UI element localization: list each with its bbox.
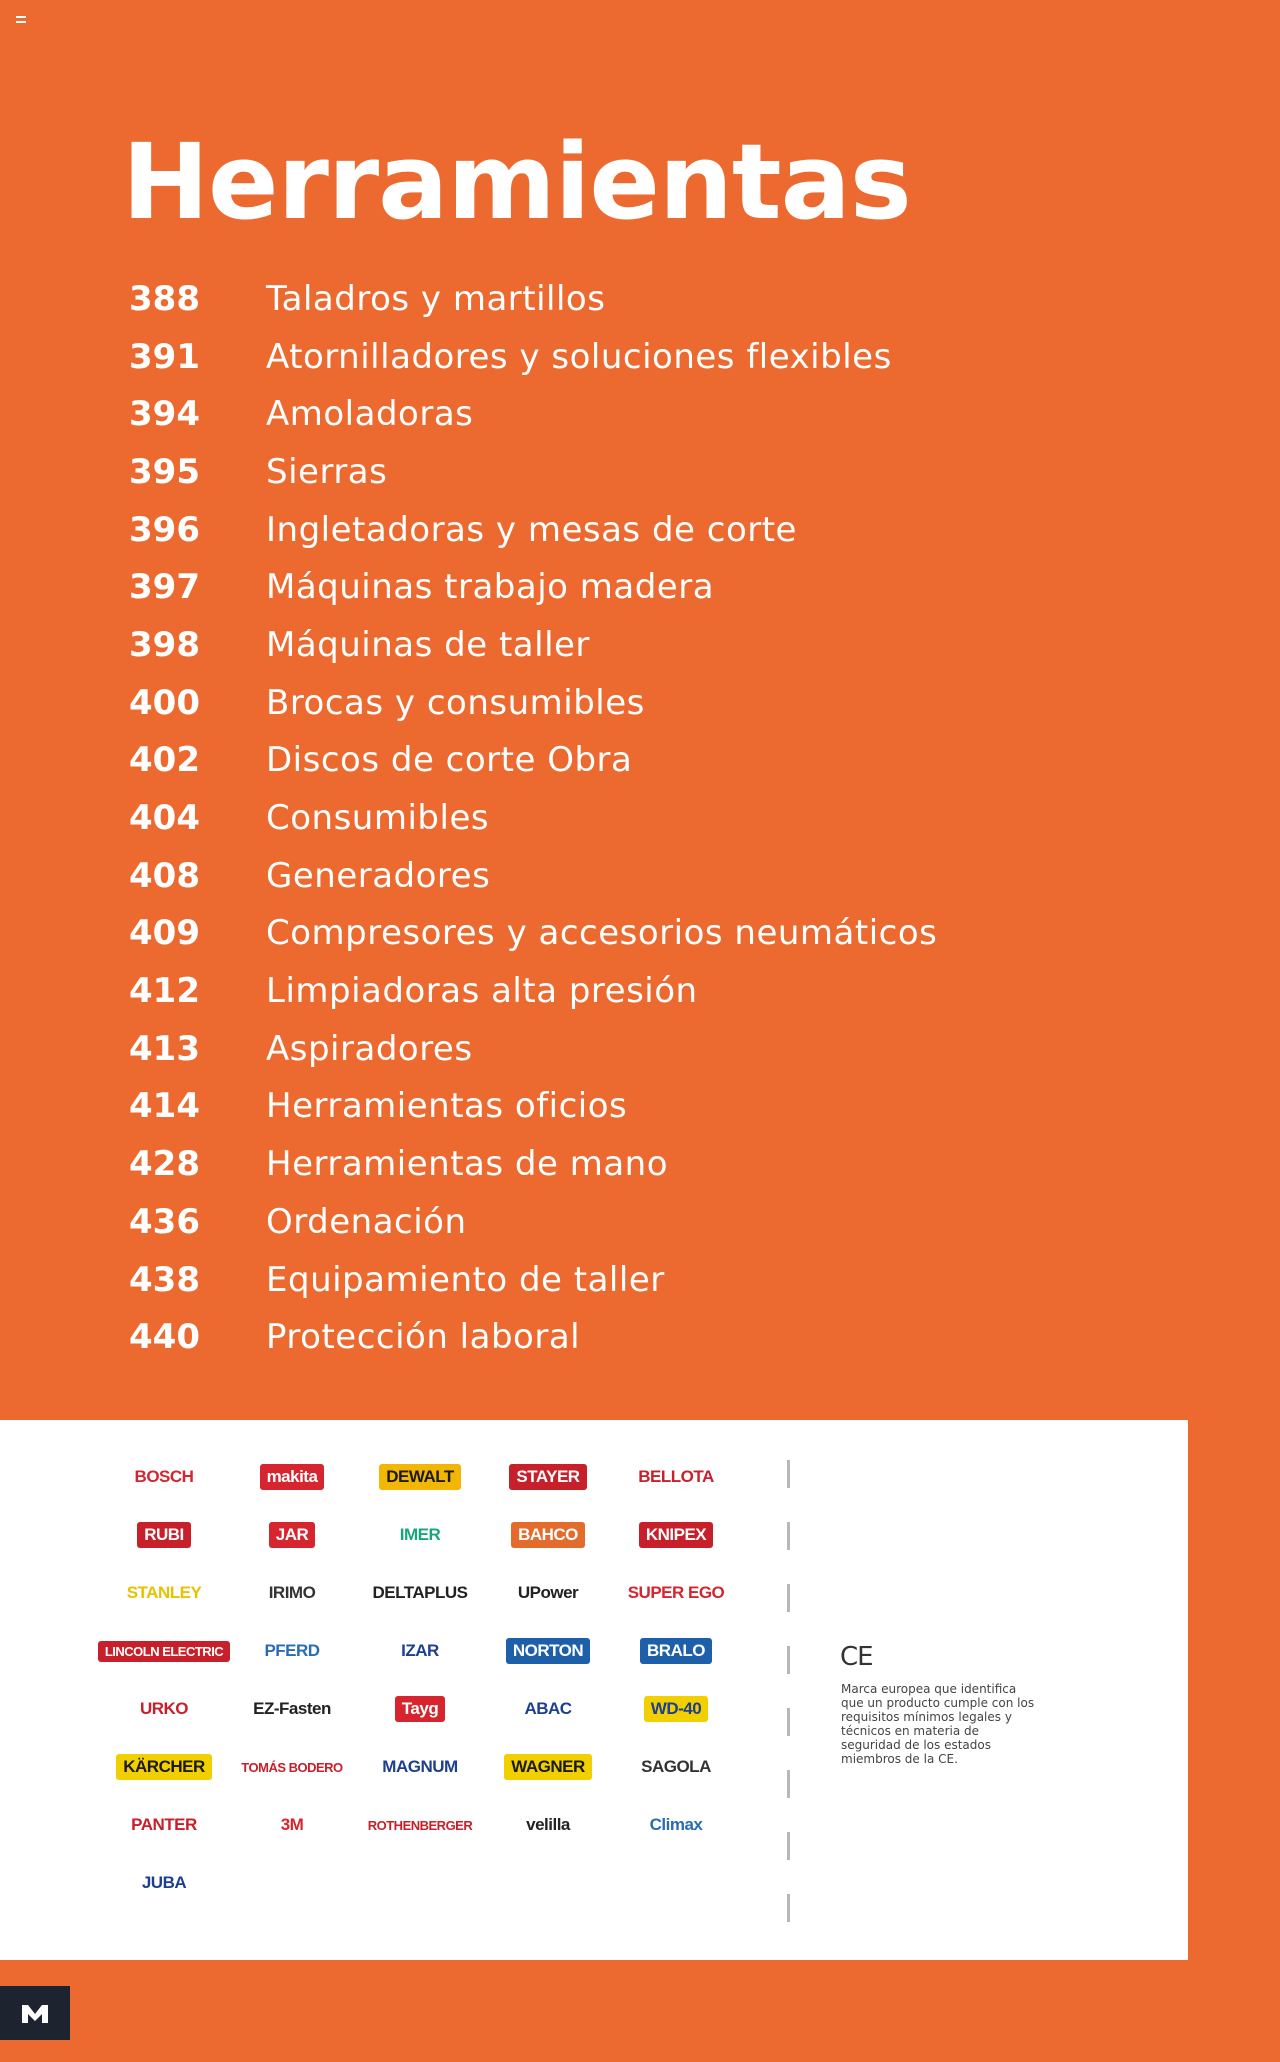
- brand-logo-text: KÄRCHER: [116, 1754, 212, 1780]
- brand-logo: [228, 1506, 356, 1564]
- brand-logo: [228, 1796, 356, 1854]
- brand-logo-text: STAYER: [509, 1464, 586, 1490]
- brand-logo-text: DEWALT: [379, 1464, 461, 1490]
- toc-title: Limpiadoras alta presión: [266, 971, 698, 1012]
- brand-logo: [100, 1564, 228, 1622]
- divider: [787, 1770, 790, 1798]
- toc-title: Brocas y consumibles: [266, 682, 645, 723]
- brand-logo: [484, 1738, 612, 1796]
- toc-page-number: 413: [129, 1028, 200, 1069]
- brand-logo: [612, 1796, 740, 1854]
- toc-row[interactable]: [120, 905, 1020, 963]
- brand-logo-grid: [100, 1448, 740, 1912]
- brand-logo-text: JUBA: [141, 1873, 187, 1892]
- brand-logo-text: PANTER: [131, 1815, 197, 1834]
- brand-logo-text: makita: [260, 1464, 325, 1490]
- brand-logo: [356, 1448, 484, 1506]
- divider: [787, 1708, 790, 1736]
- brand-logo: [228, 1448, 356, 1506]
- brand-logo: [100, 1448, 228, 1506]
- ce-mark-icon: CE: [840, 1642, 873, 1672]
- brand-badge-logo[interactable]: [0, 1986, 70, 2040]
- toc-row[interactable]: [120, 616, 1020, 674]
- toc-page-number: 414: [129, 1086, 200, 1127]
- toc-title: Sierras: [266, 451, 388, 492]
- toc-title: Herramientas de mano: [266, 1144, 669, 1185]
- brand-logo: [356, 1564, 484, 1622]
- toc-page-number: 428: [129, 1144, 200, 1185]
- ce-description: Marca europea que identifica que un producto cumple con los requisitos mínimos legales y técnicos en materia de seguridad de los estados miembros de la CE.: [841, 1682, 1035, 1766]
- brand-logo: [100, 1738, 228, 1796]
- toc-title: Generadores: [266, 855, 491, 896]
- brand-logo-text: BRALO: [640, 1638, 712, 1664]
- toc-title: Atornilladores y soluciones flexibles: [266, 336, 892, 377]
- brand-logo: [356, 1622, 484, 1680]
- toc-page-number: 412: [129, 971, 200, 1012]
- toc-row[interactable]: [120, 962, 1020, 1020]
- brand-logo-text: WAGNER: [504, 1754, 592, 1780]
- brand-logo: [484, 1564, 612, 1622]
- toc-page-number: 395: [129, 451, 200, 492]
- toc-title: Consumibles: [266, 798, 490, 839]
- brand-logo-text: velilla: [526, 1815, 570, 1834]
- toc-row[interactable]: [120, 558, 1020, 616]
- brand-logo: [228, 1564, 356, 1622]
- toc-page-number: 402: [129, 740, 200, 781]
- toc-row[interactable]: [120, 847, 1020, 905]
- toc-row[interactable]: [120, 1308, 1020, 1366]
- toc-row[interactable]: [120, 1135, 1020, 1193]
- toc-row[interactable]: [120, 328, 1020, 386]
- brand-logo-text: EZ-Fasten: [253, 1699, 331, 1718]
- brand-logo-text: BELLOTA: [638, 1467, 714, 1486]
- divider: [787, 1584, 790, 1612]
- brand-logo: [100, 1622, 228, 1680]
- brand-logo: [100, 1680, 228, 1738]
- brand-logo-text: Tayg: [395, 1696, 445, 1722]
- menu-icon[interactable]: [16, 16, 30, 26]
- brand-logo: [100, 1854, 228, 1912]
- brand-logo: [612, 1506, 740, 1564]
- brand-logo-text: LINCOLN ELECTRIC: [98, 1641, 230, 1662]
- divider: [787, 1832, 790, 1860]
- table-of-contents: [120, 270, 1020, 1366]
- brand-logo: [100, 1796, 228, 1854]
- divider: [787, 1646, 790, 1674]
- brand-logo: [100, 1506, 228, 1564]
- toc-title: Compresores y accesorios neumáticos: [266, 913, 938, 954]
- brand-logo: [612, 1680, 740, 1738]
- toc-row[interactable]: [120, 1193, 1020, 1251]
- brand-logo: [612, 1738, 740, 1796]
- brand-logo: [356, 1738, 484, 1796]
- toc-page-number: 396: [129, 509, 200, 550]
- brand-logo-text: ROTHENBERGER: [367, 1817, 473, 1833]
- toc-title: Herramientas oficios: [266, 1086, 628, 1127]
- brand-logo-text: ABAC: [524, 1699, 572, 1718]
- brand-logo-text: PFERD: [264, 1641, 320, 1660]
- toc-title: Discos de corte Obra: [266, 740, 633, 781]
- divider: [787, 1522, 790, 1550]
- brand-logo: [356, 1796, 484, 1854]
- toc-title: Ordenación: [266, 1201, 467, 1242]
- toc-title: Ingletadoras y mesas de corte: [266, 509, 797, 550]
- divider: [787, 1894, 790, 1922]
- brands-panel: [0, 1420, 1188, 1960]
- toc-page-number: 400: [129, 682, 200, 723]
- brand-logo-text: IRIMO: [268, 1583, 316, 1602]
- toc-page-number: 409: [129, 913, 200, 954]
- toc-title: Taladros y martillos: [266, 278, 606, 319]
- brand-logo-text: Climax: [649, 1815, 703, 1834]
- toc-row[interactable]: [120, 789, 1020, 847]
- brand-logo-text: URKO: [139, 1699, 189, 1718]
- brand-logo: [612, 1564, 740, 1622]
- toc-row[interactable]: [120, 1020, 1020, 1078]
- m-logo-icon: [20, 2001, 50, 2025]
- toc-page-number: 388: [129, 278, 200, 319]
- brand-logo-text: KNIPEX: [639, 1522, 713, 1548]
- brand-logo-text: 3M: [280, 1815, 304, 1834]
- brand-logo: [484, 1680, 612, 1738]
- toc-row[interactable]: [120, 732, 1020, 790]
- page-title: Herramientas: [122, 121, 911, 243]
- brand-logo: [484, 1622, 612, 1680]
- toc-row[interactable]: [120, 501, 1020, 559]
- brand-logo-text: WD-40: [644, 1696, 708, 1722]
- brand-logo-text: UPower: [517, 1583, 579, 1602]
- brand-logo: [612, 1622, 740, 1680]
- toc-page-number: 391: [129, 336, 200, 377]
- toc-page-number: 397: [129, 567, 200, 608]
- toc-title: Protección laboral: [266, 1317, 581, 1358]
- toc-title: Máquinas de taller: [266, 624, 590, 665]
- brand-logo: [484, 1506, 612, 1564]
- toc-row[interactable]: [120, 1078, 1020, 1136]
- brand-logo-text: SUPER EGO: [627, 1583, 725, 1602]
- brand-logo-text: JAR: [269, 1522, 316, 1548]
- toc-page-number: 438: [129, 1259, 200, 1300]
- brand-logo: [228, 1738, 356, 1796]
- brand-logo-text: BAHCO: [511, 1522, 585, 1548]
- toc-page-number: 398: [129, 624, 200, 665]
- brand-logo-text: NORTON: [506, 1638, 590, 1664]
- toc-row[interactable]: [120, 674, 1020, 732]
- toc-title: Amoladoras: [266, 394, 474, 435]
- brand-logo-text: IMER: [399, 1525, 441, 1544]
- brand-logo-text: IZAR: [401, 1641, 439, 1660]
- brand-logo: [356, 1680, 484, 1738]
- brand-logo: [612, 1448, 740, 1506]
- toc-page-number: 404: [129, 798, 200, 839]
- brand-logo-text: STANLEY: [126, 1583, 202, 1602]
- toc-row[interactable]: [120, 443, 1020, 501]
- toc-row[interactable]: [120, 385, 1020, 443]
- toc-page-number: 408: [129, 855, 200, 896]
- brand-logo-text: BOSCH: [134, 1467, 194, 1486]
- toc-title: Máquinas trabajo madera: [266, 567, 715, 608]
- toc-page-number: 440: [129, 1317, 200, 1358]
- brand-logo-text: RUBI: [137, 1522, 191, 1548]
- brand-logo: [484, 1448, 612, 1506]
- toc-page-number: 394: [129, 394, 200, 435]
- divider: [787, 1460, 790, 1488]
- toc-row[interactable]: [120, 1251, 1020, 1309]
- brand-logo: [356, 1506, 484, 1564]
- toc-page-number: 436: [129, 1201, 200, 1242]
- brand-logo-text: SAGOLA: [641, 1757, 711, 1776]
- brand-logo-text: TOMÁS BODERO: [241, 1759, 343, 1775]
- toc-title: Equipamiento de taller: [266, 1259, 665, 1300]
- toc-row[interactable]: [120, 270, 1020, 328]
- brand-logo-text: MAGNUM: [382, 1757, 458, 1776]
- brand-logo: [484, 1796, 612, 1854]
- brand-logo-text: DELTAPLUS: [372, 1583, 468, 1602]
- toc-title: Aspiradores: [266, 1028, 473, 1069]
- brand-logo: [228, 1622, 356, 1680]
- brand-logo: [228, 1680, 356, 1738]
